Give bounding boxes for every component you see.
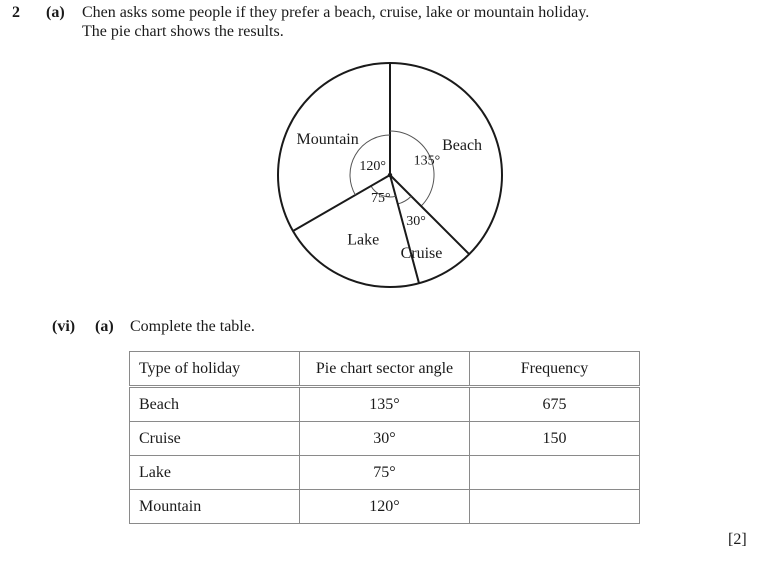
table-row <box>130 490 640 524</box>
cell-angle: 30° <box>300 422 470 456</box>
subquestion-numeral: (vi) <box>52 318 76 335</box>
cell-type: Lake <box>130 456 300 490</box>
sector-name-label: Cruise <box>400 244 443 262</box>
sector-name-label: Lake <box>347 231 380 249</box>
cell-angle: 135° <box>300 387 470 422</box>
cell-angle: 120° <box>300 490 470 524</box>
sector-angle-label: 75° <box>371 191 391 207</box>
question-number: 2 <box>12 4 20 21</box>
pie-center <box>388 173 392 177</box>
marks-indicator: [2] <box>728 531 747 548</box>
question-text-line2: The pie chart shows the results. <box>82 23 284 40</box>
sector-boundary <box>390 175 469 254</box>
subquestion-instruction: Complete the table. <box>130 318 255 335</box>
sector-angle-label: 30° <box>406 214 426 230</box>
question-text-line1: Chen asks some people if they prefer a beach, cruise, lake or mountain holiday. <box>82 4 590 21</box>
cell-frequency: 150 <box>470 422 640 456</box>
cell-type: Cruise <box>130 422 300 456</box>
question-part: (a) <box>46 4 65 21</box>
angle-arc <box>398 196 411 204</box>
cell-frequency-lake[interactable] <box>470 456 640 490</box>
table-row <box>130 387 640 422</box>
sector-name-label: Mountain <box>296 131 359 148</box>
cell-type: Beach <box>130 387 300 422</box>
cell-angle: 75° <box>300 456 470 490</box>
sector-angle-label: 120° <box>359 159 386 174</box>
cell-frequency: 675 <box>470 387 640 422</box>
sector-angle-label: 135° <box>413 153 441 169</box>
table-header-row <box>130 352 640 387</box>
sector-boundary <box>390 175 419 283</box>
cell-type: Mountain <box>130 490 300 524</box>
header-frequency: Frequency <box>470 352 640 387</box>
sector-name-label: Beach <box>442 137 483 155</box>
subquestion-part: (a) <box>95 318 114 335</box>
cell-frequency-mountain[interactable] <box>470 490 640 524</box>
table-row <box>130 456 640 490</box>
frequency-table <box>129 351 640 524</box>
header-type-of-holiday: Type of holiday <box>130 352 300 387</box>
header-sector-angle: Pie chart sector angle <box>300 352 470 387</box>
table-row <box>130 422 640 456</box>
